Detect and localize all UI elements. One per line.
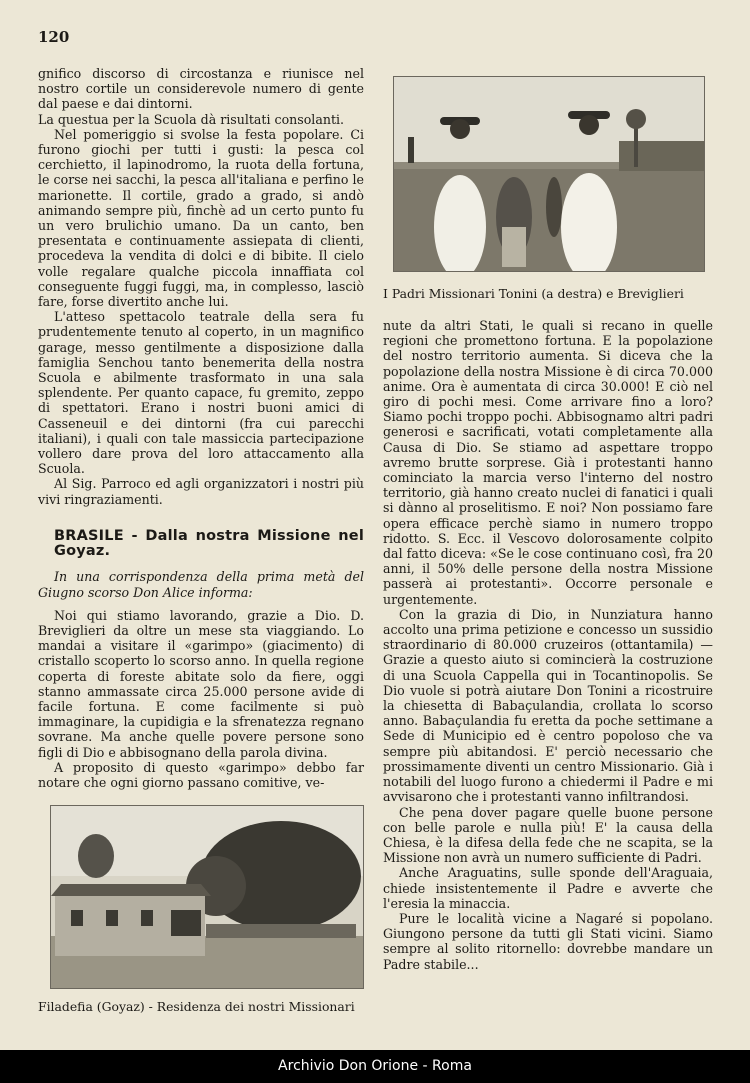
left-column <box>38 66 364 790</box>
top-photo-caption: I Padri Missionari Tonini (a destra) e Breviglieri <box>383 286 684 301</box>
paragraph: Nel pomeriggio si svolse la festa popolare. Ci furono giochi per tutti i gusti: la pesca col cerchietto, il lapinodromo, la ruota della fortuna, le corse nei sacchi, la pesca all'italiana e perfino le marionette. Il cortile, grado a grado, si andò animando sempre più, finchè ad un certo punto fu un vero brulichio umano. Da un canto, ben presentata e continuamente assiepata di clienti, procedeva la vendita di dolci e di bibite. Il cielo volle regalare qualche piccola innaffiata col conseguente fuggi fuggi, ma, in complesso, lasciò fare, forse divertito anche lui. <box>38 126 364 310</box>
section-subheading: In una corrispondenza della prima metà del Giugno scorso Don Alice informa: <box>38 569 364 600</box>
right-column <box>383 318 713 972</box>
section-heading: BRASILE - Dalla nostra Missione nel Goyaz. <box>54 527 364 560</box>
paragraph: Noi qui stiamo lavorando, grazie a Dio. D. Breviglieri da oltre un mese sta viaggiando. Lo mandai a visitare il «garimpo» (giacimento) di cristallo scoperto lo scorso anno. In quella regione coperta di foreste abitate solo da fiere, oggi stanno ammassate circa 25.000 persone avide di facile fortuna. E come facilmente si può immaginare, la cupidigia e la sfrenatezza regnano sovrane. Ma anche quelle povere persone sono figli di Dio e abbisognano della parola divina. <box>38 607 364 760</box>
paragraph: Anche Araguatins, sulle sponde dell'Araguaia, chiede insistentemente il Padre e avverte che l'eresia la minaccia. <box>383 865 713 911</box>
residence-photo-image <box>51 806 363 988</box>
paragraph: Con la grazia di Dio, in Nunziatura hanno accolto una prima petizione e concesso un sussidio straordinario di 80.000 cruzeiros (ottantamila) — Grazie a questo aiuto si comincierà la costruzione di una Scuola Cappella qui in Tocantinopolis. Se Dio vuole si potrà aiutare Don Tonini a ricostruire la chiesetta di Babaçulandia, crollata lo scorso anno. Babaçulandia fu eretta da poche settimane a Sede di Municipio ed è centro popoloso che va sempre più abitandosi. E' perciò necessario che prossimamente diventi un centro Missionario. Già i notabili del luogo furono a chiedermi il Padre e mi avvisarono che i protestanti vanno infiltrandosi. <box>383 606 713 805</box>
archive-footer: Archivio Don Orione - Roma <box>0 1050 750 1083</box>
bottom-photo-caption: Filadefia (Goyaz) - Residenza dei nostri Missionari <box>38 999 355 1014</box>
page-number: 120 <box>38 28 70 46</box>
paragraph: La questua per la Scuola dà risultati consolanti. <box>38 111 345 127</box>
paragraph: Che pena dover pagare quelle buone persone con belle parole e nulla più! E' la causa della Chiesa, è la difesa della fede che ne scapita, se la Missione non avrà un numero sufficiente di Padri. <box>383 804 713 866</box>
paragraph: Pure le località vicine a Nagaré si popolano. Giungono persone da tutti gli Stati vicini. Siamo sempre al solito ritornello: dovrebbe mandare un Padre stabile... <box>383 910 713 972</box>
paragraph: L'atteso spettacolo teatrale della sera fu prudentemente tenuto al coperto, in un magnifico garage, messo gentilmente a disposizione dalla famiglia Senchou tanto benemerita della nostra Scuola e abilmente trasformato in una sala splendente. Per quanto capace, fu gremito, zeppo di spettatori. Erano i nostri buoni amici di Casseneuil e dei dintorni (fra cui parecchi italiani), i quali con tale massiccia partecipazione vollero dare prova del loro attaccamento alla Scuola. <box>38 309 364 477</box>
paragraph: Al Sig. Parroco ed agli organizzatori i nostri più vivi ringraziamenti. <box>38 476 364 507</box>
missionaries-photo <box>393 76 705 272</box>
residence-photo <box>50 805 364 989</box>
paragraph: nute da altri Stati, le quali si recano in quelle regioni che promettono fortuna. E la popolazione del nostro territorio aumenta. Si diceva che la popolazione della nostra Missione è di circa 70.000 anime. Ora è aumentata di circa 30.000! E ciò nel giro di pochi mesi. Come arrivare fino a loro? Siamo pochi troppo pochi. Abbisognamo altri padri generosi e sacrificati, votati completamente alla Causa di Dio. Se stiamo ad aspettare troppo avremo brutte sorprese. Già i protestanti hanno cominciato la marcia verso l'interno del nostro territorio, già hanno creato nuclei di fanatici i quali si dànno al proselitismo. E noi? Non possiamo fare opera efficace perchè siamo in numero troppo ridotto. S. Ecc. il Vescovo dolorosamente colpito dal fatto diceva: «Se le cose continuano così, fra 20 anni, il 50% delle persone della nostra Missione passerà ai protestanti». Occorre personale e urgentemente. <box>383 318 713 607</box>
missionaries-photo-image <box>394 77 704 271</box>
paragraph: A proposito di questo «garimpo» debbo far notare che ogni giorno passano comitive, ve- <box>38 759 364 790</box>
paragraph: gnifico discorso di circostanza e riunisce nel nostro cortile un considerevole numero di gente dal paese e dai dintorni. <box>38 66 364 112</box>
